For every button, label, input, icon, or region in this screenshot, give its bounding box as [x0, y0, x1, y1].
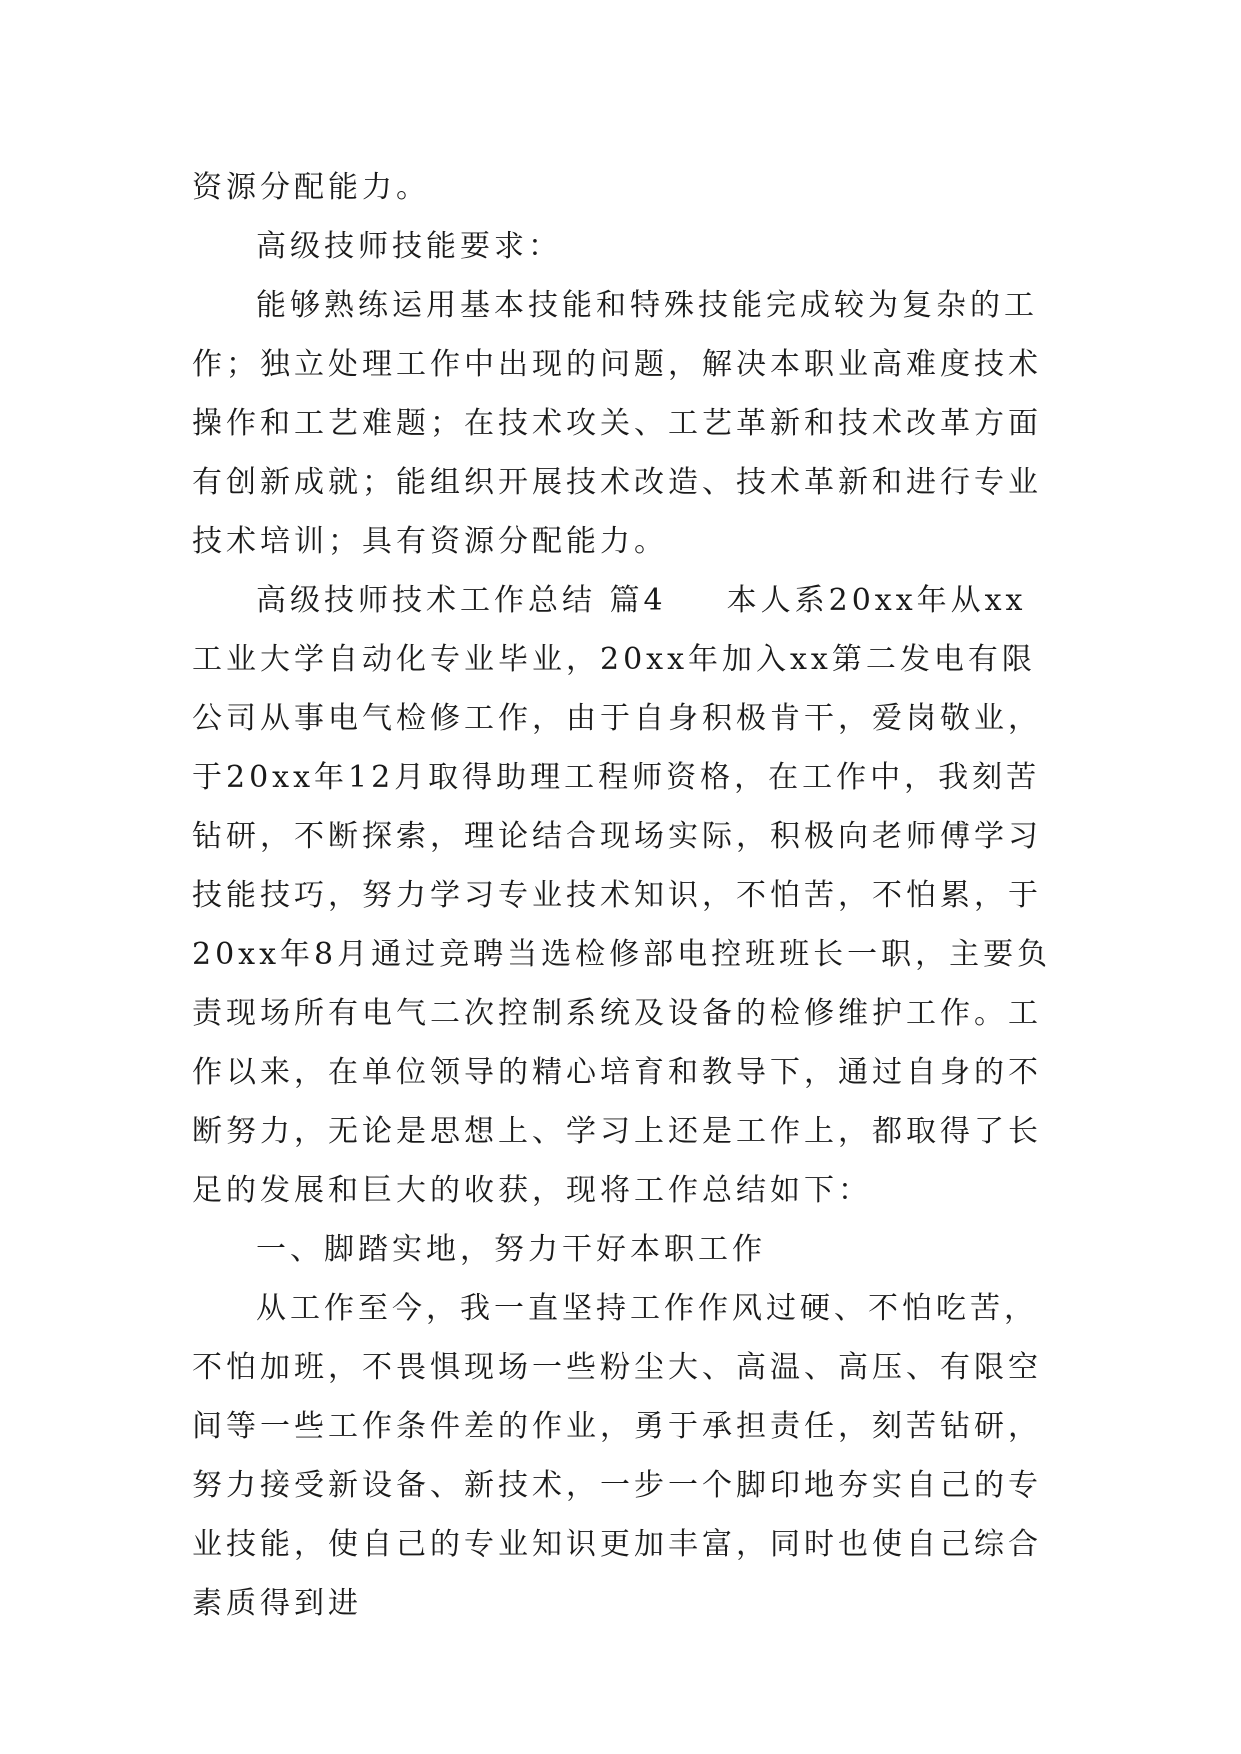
paragraph-3: 能够熟练运用基本技能和特殊技能完成较为复杂的工作；独立处理工作中出现的问题，解决本职业高难度技术操作和工艺难题；在技术攻关、工艺革新和技术改革方面有创新成就；能组织开展技术改造、技术革新和进行专业技术培训；具有资源分配能力。: [192, 288, 1042, 559]
section-heading: 高级技师技术工作总结 篇4: [256, 583, 667, 618]
document-body: [192, 158, 1052, 1633]
paragraph-4-body: 本人系20xx年从xx工业大学自动化专业毕业，20xx年加入xx第二发电有限公司从事电气检修工作，由于自身积极肯干，爱岗敬业，于20xx年12月取得助理工程师资格，在工作中，我刻苦钻研，不断探索，理论结合现场实际，积极向老师傅学习技能技巧，努力学习专业技术知识，不怕苦，不怕累，于20xx年8月通过竞聘当选检修部电控班班长一职，主要负责现场所有电气二次控制系统及设备的检修维护工作。工作以来，在单位领导的精心培育和教导下，通过自身的不断努力，无论是思想上、学习上还是工作上，都取得了长足的发展和巨大的收获，现将工作总结如下：: [192, 583, 1052, 1208]
paragraph-1: 资源分配能力。: [192, 170, 430, 205]
paragraph-4: [192, 571, 1052, 1220]
paragraph-5: 一、脚踏实地，努力干好本职工作: [256, 1232, 766, 1267]
paragraph-2: 高级技师技能要求：: [256, 229, 562, 264]
paragraph-6: 从工作至今，我一直坚持工作作风过硬、不怕吃苦，不怕加班，不畏惧现场一些粉尘大、高温、高压、有限空间等一些工作条件差的作业，勇于承担责任，刻苦钻研，努力接受新设备、新技术，一步一个脚印地夯实自己的专业技能，使自己的专业知识更加丰富，同时也使自己综合素质得到进: [192, 1291, 1042, 1621]
